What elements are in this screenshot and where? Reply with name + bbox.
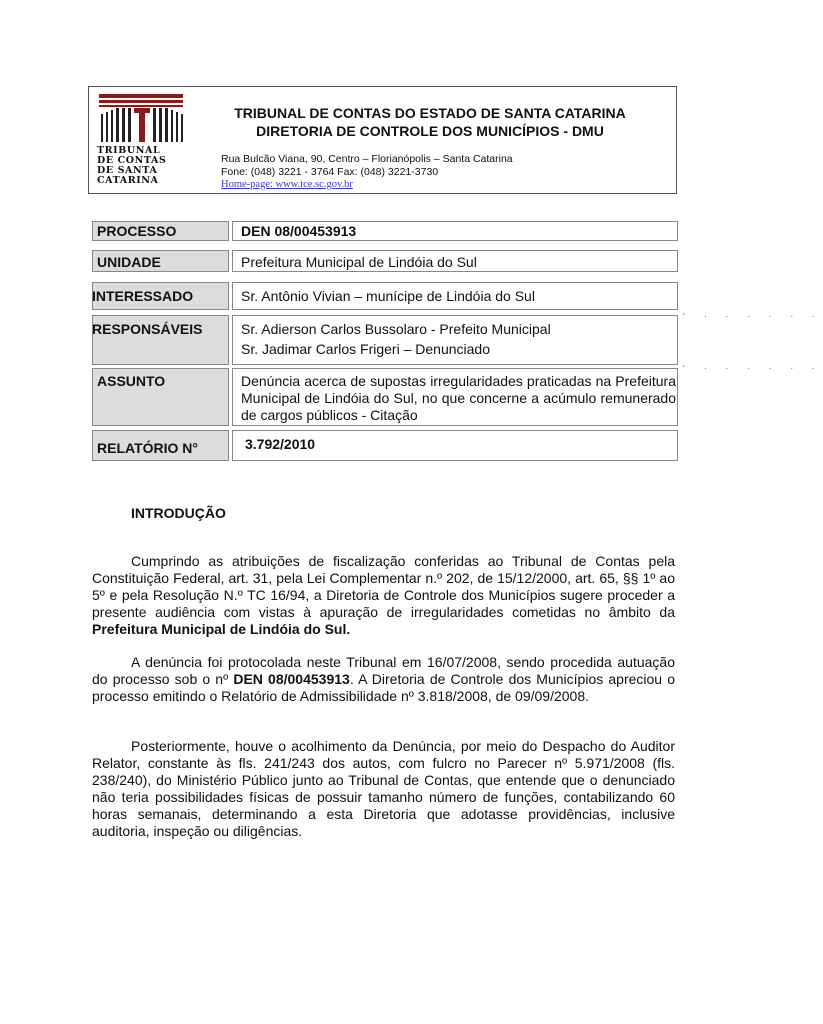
logo-line-3: DE SANTA (97, 165, 158, 176)
p2-bold: DEN 08/00453913 (233, 671, 350, 687)
header-homepage-link[interactable]: Home-page: www.tce.sc.gov.br (221, 179, 353, 190)
unidade-label: UNIDADE (97, 254, 161, 270)
responsavel-2: Sr. Jadimar Carlos Frigeri – Denunciado (241, 341, 490, 357)
p2-text-b: . A Diretoria de Controle dos Municípios apreciou o processo emitindo o Relatório de Admissibilidade nº 3.818/2008, de 09/09/2008. (92, 671, 676, 704)
processo-label: PROCESSO (97, 223, 177, 239)
assunto-label: ASSUNTO (97, 373, 166, 389)
relatorio-label: RELATÓRIO N° (97, 440, 199, 456)
paragraph-3: Posteriormente, houve o acolhimento da Denúncia, por meio do Despacho do Auditor Relator, constante às fls. 241/243 dos autos, com fulcro no Parecer nº 5.971/2008 (fls. 238/240), do Ministério Público junto ao Tribunal de Contas, que entende que o denunciado não teria possibilidades físicas de possuir tamanho número de funções, contabilizando 60 horas semanais, determinando a esta Diretoria que adotasse providências, inclusive auditoria, inspeção ou diligências. (92, 738, 675, 839)
responsaveis-label: RESPONSÁVEIS (92, 321, 203, 337)
header-subtitle: DIRETORIA DE CONTROLE DOS MUNICÍPIOS - DMU (256, 123, 604, 139)
p1-bold: Prefeitura Municipal de Lindóia do Sul. (92, 621, 351, 637)
header-phone: Fone: (048) 3221 - 3764 Fax: (048) 3221-3730 (221, 166, 439, 178)
assunto-value: Denúncia acerca de supostas irregularidades praticadas na Prefeitura Municipal de Lindóia do Sul, no que concerne a acúmulo remunerado de cargos públicos - Citação (241, 373, 676, 423)
header-address: Rua Bulcão Viana, 90, Centro – Florianópolis – Santa Catarina (221, 153, 513, 165)
paragraph-1 (92, 553, 675, 638)
logo-line-4: CATARINA (97, 175, 159, 186)
logo-text (97, 146, 185, 186)
p2-text-a: A denúncia foi protocolada neste Tribunal em 16/07/2008, sendo procedida autuação do processo sob o nº (92, 654, 675, 687)
interessado-value: Sr. Antônio Vivian – munícipe de Lindóia do Sul (241, 288, 535, 304)
relatorio-value: 3.792/2010 (245, 436, 316, 452)
interessado-label: INTERESSADO (92, 288, 194, 304)
header-title: TRIBUNAL DE CONTAS DO ESTADO DE SANTA CATARINA (234, 105, 626, 121)
logo-line-1: TRIBUNAL (97, 145, 161, 156)
responsavel-1: Sr. Adierson Carlos Bussolaro - Prefeito Municipal (241, 321, 551, 337)
p1-text: Cumprindo as atribuições de fiscalização conferidas ao Tribunal de Contas pela Constituição Federal, art. 31, pela Lei Complementar n.º 202, de 15/12/2000, art. 65, §§ 1º ao 5º e pela Resolução N.º TC 16/94, a Diretoria de Controle dos Municípios sugere proceder a presente audiência com vistas à apuração de irregularidades cometidas no âmbito da (92, 553, 675, 620)
section-title: INTRODUÇÃO (131, 505, 226, 521)
dotted-leader: - . . . . . . (682, 309, 823, 320)
logo-line-2: DE CONTAS (97, 155, 167, 166)
processo-value: DEN 08/00453913 (241, 223, 357, 239)
dotted-leader: - . . . . . . (682, 361, 823, 372)
paragraph-2 (92, 654, 675, 705)
unidade-value: Prefeitura Municipal de Lindóia do Sul (241, 254, 477, 270)
